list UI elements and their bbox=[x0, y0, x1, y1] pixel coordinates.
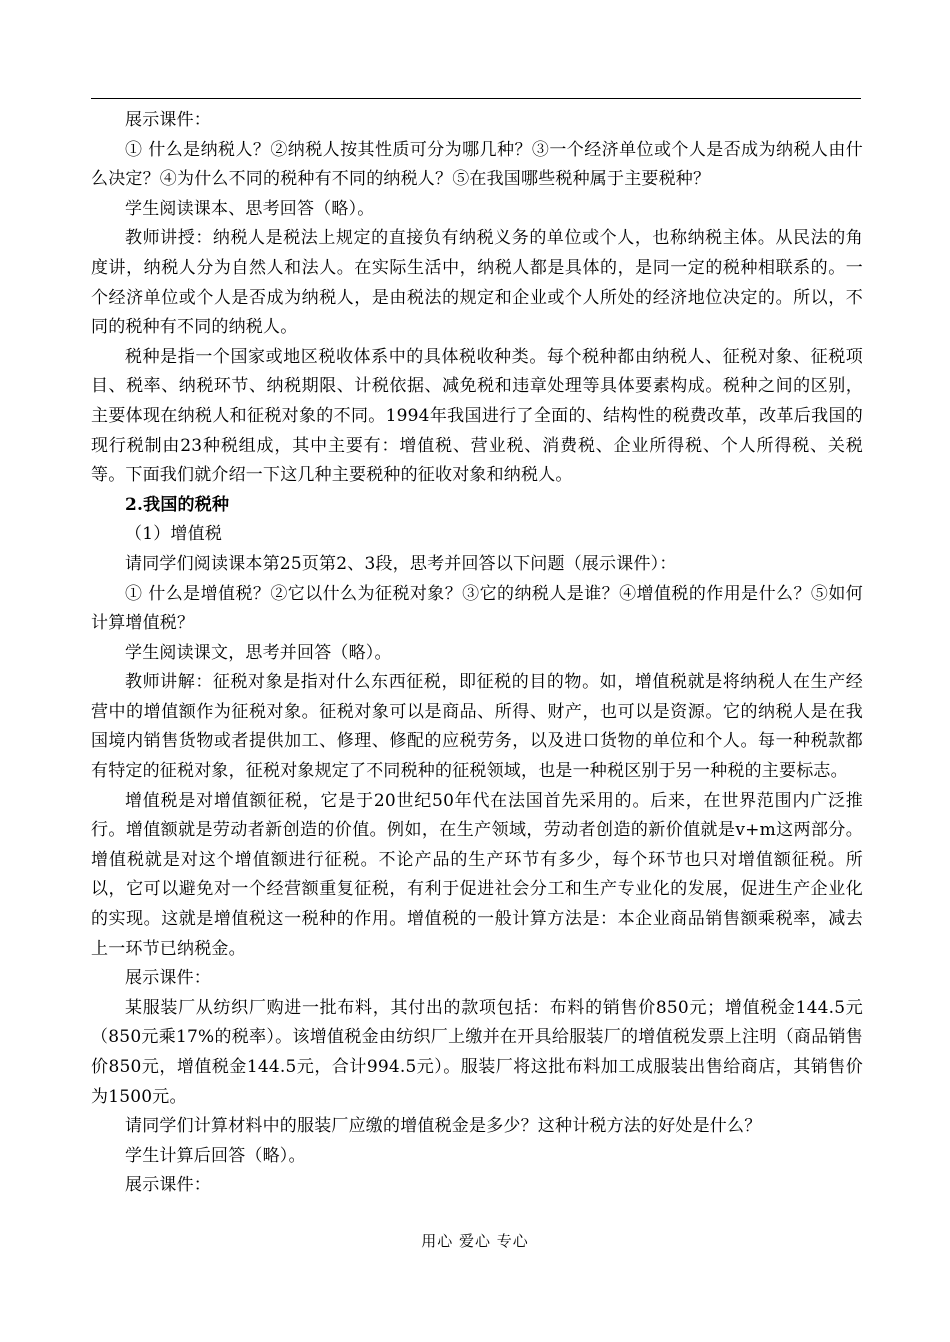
paragraph-student-answer: 学生阅读课本、思考回答（略）。 bbox=[125, 198, 375, 219]
paragraph-tax-types: 税种是指一个国家或地区税收体系中的具体税收种类。每个税种都由纳税人、征税对象、征税项目、税率、纳税环节、纳税期限、计税依据、减免税和违章处理等具体要素构成。税种之间的区别，主要体现在纳税人和征税对象的不同。1994年我国进行了全面的、结构性的税费改革，改革后我国的现行税制由23种税组成，其中主要有：增值税、营业税、消费税、企业所得税、个人所得税、关税等。下面我们就介绍一下这几种主要税种的征收对象和纳税人。 bbox=[91, 346, 863, 486]
paragraph-teacher-lecture-taxpayer: 教师讲授：纳税人是税法上规定的直接负有纳税义务的单位或个人，也称纳税主体。从民法的角度讲，纳税人分为自然人和法人。在实际生活中，纳税人都是具体的，是同一定的税种相联系的。一个经济单位或个人是否成为纳税人，是由税法的规定和企业或个人所处的经济地位决定的。所以，不同的税种有不同的纳税人。 bbox=[91, 228, 863, 338]
paragraph-show-courseware-2: 展示课件： bbox=[125, 968, 211, 989]
subsection-heading-vat: （1）增值税 bbox=[125, 524, 223, 545]
document-body bbox=[91, 106, 863, 1201]
paragraph-vat-explanation: 增值税是对增值额征税，它是于20世纪50年代在法国首先采用的。后来，在世界范围内广泛推行。增值额就是劳动者新创造的价值。例如，在生产领域，劳动者创造的新价值就是v+m这两部分。增值税就是对这个增值额进行征税。不论产品的生产环节有多少，每个环节也只对增值额征税。所以，它可以避免对一个经营额重复征税，有利于促进社会分工和生产专业化的发展，促进生产企业化的实现。这就是增值税这一税种的作用。增值税的一般计算方法是：本企业商品销售额乘税率，减去上一环节已纳税金。 bbox=[91, 790, 863, 959]
paragraph-calculation-question: 请同学们计算材料中的服装厂应缴的增值税金是多少？这种计税方法的好处是什么？ bbox=[125, 1116, 762, 1137]
page-footer: 用心 爱心 专心 bbox=[421, 1232, 529, 1250]
paragraph-student-read-answer: 学生阅读课文，思考并回答（略）。 bbox=[125, 642, 392, 663]
header-rule bbox=[91, 98, 861, 99]
paragraph-show-courseware: 展示课件： bbox=[125, 110, 211, 130]
paragraph-show-courseware-3: 展示课件： bbox=[125, 1175, 211, 1196]
paragraph-student-calculate: 学生计算后回答（略）。 bbox=[125, 1145, 306, 1166]
paragraph-reading-instruction: 请同学们阅读课本第25页第2、3段，思考并回答以下问题（展示课件）： bbox=[125, 553, 677, 574]
section-heading-tax-types: 2.我国的税种 bbox=[125, 494, 230, 515]
paragraph-teacher-explain-object: 教师讲解：征税对象是指对什么东西征税，即征税的目的物。如，增值税就是将纳税人在生产经营中的增值额作为征税对象。征税对象可以是商品、所得、财产，也可以是资源。它的纳税人是在我国境内销售货物或者提供加工、修理、修配的应税劳务，以及进口货物的单位和个人。每一种税款都有特定的征税对象，征税对象规定了不同税种的征税领域，也是一种税区别于另一种税的主要标志。 bbox=[91, 672, 863, 782]
paragraph-garment-factory-case: 某服装厂从纺织厂购进一批布料，其付出的款项包括：布料的销售价850元；增值税金144.5元（850元乘17%的税率）。该增值税金由纺织厂上缴并在开具给服装厂的增值税发票上注明（商品销售价850元，增值税金144.5元，合计994.5元）。服装厂将这批布料加工成服装出售给商店，其销售价为1500元。 bbox=[91, 997, 863, 1107]
paragraph-vat-questions: ① 什么是增值税？②它以什么为征税对象？③它的纳税人是谁？④增值税的作用是什么？⑤如何计算增值税？ bbox=[91, 583, 863, 634]
paragraph-taxpayer-questions: ① 什么是纳税人？②纳税人按其性质可分为哪几种？③一个经济单位或个人是否成为纳税人由什么决定？④为什么不同的税种有不同的纳税人？⑤在我国哪些税种属于主要税种？ bbox=[91, 139, 863, 190]
